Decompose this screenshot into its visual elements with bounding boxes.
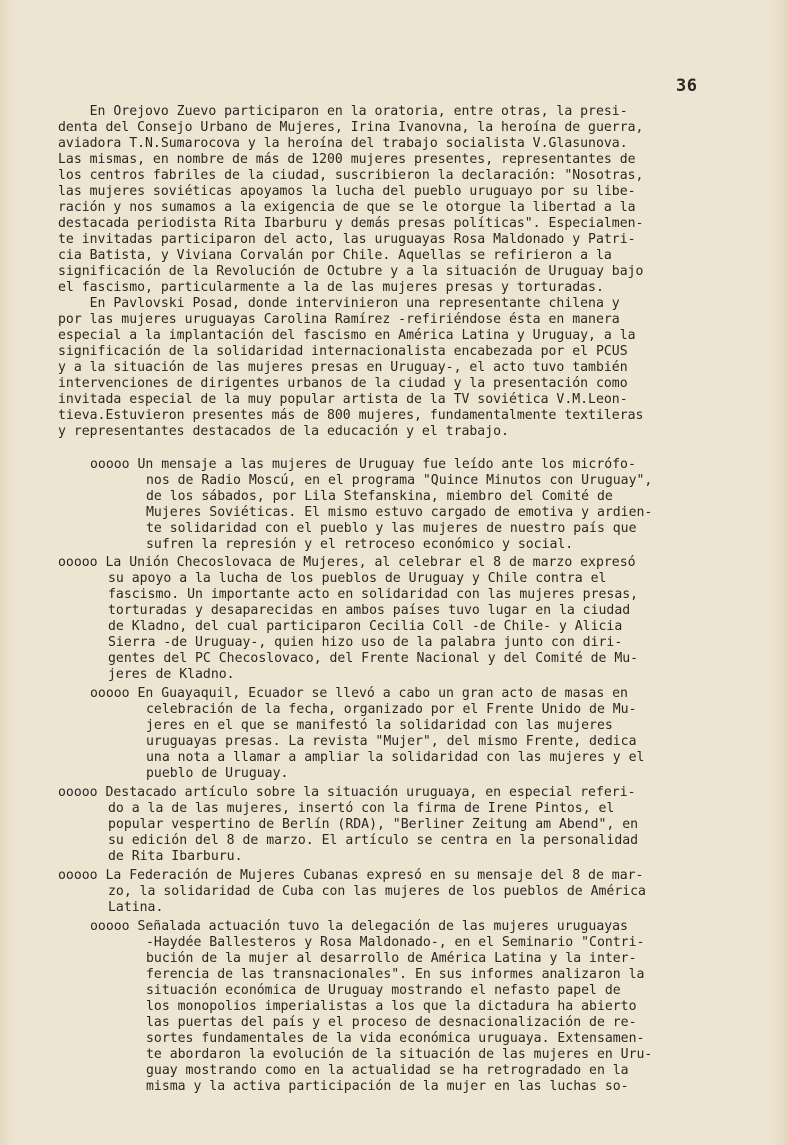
text-line: invitada especial de la muy popular artista de la TV soviética V.M.Leon- — [58, 392, 628, 407]
item-lead-line: ooooo Señalada actuación tuvo la delegación de las mujeres uruguayas — [90, 919, 628, 934]
text-line: situación económica de Uruguay mostrando el nefasto papel de — [146, 983, 621, 998]
text-line: zo, la solidaridad de Cuba con las mujeres de los pueblos de América — [108, 884, 646, 899]
item-lead-line: ooooo La Unión Checoslovaca de Mujeres, al celebrar el 8 de marzo expresó — [58, 555, 636, 570]
text-line: destacada periodista Rita Ibarburu y demás presas políticas". Especialmen- — [58, 216, 644, 231]
text-line: especial a la implantación del fascismo en América Latina y Uruguay, a la — [58, 328, 636, 343]
text-line: tieva.Estuvieron presentes más de 800 mujeres, fundamentalmente textileras — [58, 408, 644, 423]
text-line: te solidaridad con el pueblo y las mujeres de nuestro país que — [146, 521, 637, 536]
text-line: celebración de la fecha, organizado por el Frente Unido de Mu- — [146, 702, 637, 717]
text-line: las mujeres soviéticas apoyamos la lucha del pueblo uruguayo por su libe- — [58, 184, 636, 199]
text-line: de los sábados, por Lila Stefanskina, miembro del Comité de — [146, 489, 613, 504]
text-line: denta del Consejo Urbano de Mujeres, Irina Ivanovna, la heroína de guerra, — [58, 120, 644, 135]
text-line: el fascismo, particularmente a la de las mujeres presas y torturadas. — [58, 280, 604, 295]
text-line: Las mismas, en nombre de más de 1200 mujeres presentes, representantes de — [58, 152, 636, 167]
item-lead-line: ooooo La Federación de Mujeres Cubanas expresó en su mensaje del 8 de mar- — [58, 868, 644, 883]
text-line: una nota a llamar a ampliar la solidaridad con las mujeres y el — [146, 750, 645, 765]
text-line: de Kladno, del cual participaron Cecilia Coll -de Chile- y Alicia — [108, 619, 623, 634]
text-line: aviadora T.N.Sumarocova y la heroína del trabajo socialista V.Glasunova. — [58, 136, 628, 151]
text-line: cia Batista, y Viviana Corvalán por Chile. Aquellas se refirieron a la — [58, 248, 612, 263]
text-line: nos de Radio Moscú, en el programa "Quince Minutos con Uruguay", — [146, 473, 653, 488]
text-line: Sierra -de Uruguay-, quien hizo uso de la palabra junto con diri- — [108, 635, 623, 650]
item-lead-line: ooooo Destacado artículo sobre la situación uruguaya, en especial referi- — [58, 785, 636, 800]
text-line: de Rita Ibarburu. — [108, 849, 243, 864]
text-line: por las mujeres uruguayas Carolina Ramírez -refiriéndose ésta en manera — [58, 312, 620, 327]
text-line: gentes del PC Checoslovaco, del Frente Nacional y del Comité de Mu- — [108, 651, 639, 666]
text-line: te invitadas participaron del acto, las uruguayas Rosa Maldonado y Patri- — [58, 232, 636, 247]
text-line: los monopolios imperialistas a los que la dictadura ha abierto — [146, 999, 637, 1014]
text-line: sufren la represión y el retroceso económico y social. — [146, 537, 574, 552]
text-line: pueblo de Uruguay. — [146, 766, 289, 781]
page-number: 36 — [676, 76, 698, 96]
text-line: En Pavlovski Posad, donde intervinieron una representante chilena y — [58, 296, 620, 311]
text-line: uruguayas presas. La revista "Mujer", del mismo Frente, dedica — [146, 734, 637, 749]
item-lead-line: ooooo Un mensaje a las mujeres de Uruguay fue leído ante los micrófo- — [90, 457, 636, 472]
text-line: jeres de Kladno. — [108, 667, 235, 682]
text-line: intervenciones de dirigentes urbanos de la ciudad y la presentación como — [58, 376, 628, 391]
text-line: su apoyo a la lucha de los pueblos de Uruguay y Chile contra el — [108, 571, 607, 586]
text-line: las puertas del país y el proceso de desnacionalización de re- — [146, 1015, 637, 1030]
text-line: do a la de las mujeres, insertó con la firma de Irene Pintos, el — [108, 801, 615, 816]
text-line: significación de la Revolución de Octubre y a la situación de Uruguay bajo — [58, 264, 644, 279]
text-line: ración y nos sumamos a la exigencia de que se le otorgue la libertad a la — [58, 200, 636, 215]
text-line: En Orejovo Zuevo participaron en la oratoria, entre otras, la presi- — [58, 104, 628, 119]
text-line: torturadas y desaparecidas en ambos países tuvo lugar en la ciudad — [108, 603, 631, 618]
text-line: significación de la solidaridad internacionalista encabezada por el PCUS — [58, 344, 628, 359]
text-line: ferencia de las transnacionales". En sus informes analizaron la — [146, 967, 645, 982]
text-line: y representantes destacados de la educación y el trabajo. — [58, 424, 509, 439]
text-line: guay mostrando como en la actualidad se ha retrogradado en la — [146, 1063, 629, 1078]
text-line: sortes fundamentales de la vida económica uruguaya. Extensamen- — [146, 1031, 645, 1046]
text-line: los centros fabriles de la ciudad, suscribieron la declaración: "Nosotras, — [58, 168, 644, 183]
text-line: y a la situación de las mujeres presas en Uruguay-, el acto tuvo también — [58, 360, 628, 375]
text-line: -Haydée Ballesteros y Rosa Maldonado-, en el Seminario "Contri- — [146, 935, 645, 950]
item-lead-line: ooooo En Guayaquil, Ecuador se llevó a cabo un gran acto de masas en — [90, 686, 628, 701]
text-line: misma y la activa participación de la mujer en las luchas so- — [146, 1079, 629, 1094]
text-line: Mujeres Soviéticas. El mismo estuvo cargado de emotiva y ardien- — [146, 505, 653, 520]
text-line: jeres en el que se manifestó la solidaridad con las mujeres — [146, 718, 613, 733]
text-line: su edición del 8 de marzo. El artículo se centra en la personalidad — [108, 833, 639, 848]
text-line: te abordaron la evolución de la situación de las mujeres en Uru- — [146, 1047, 653, 1062]
text-line: popular vespertino de Berlín (RDA), "Berliner Zeitung am Abend", en — [108, 817, 639, 832]
text-line: Latina. — [108, 900, 164, 915]
text-line: bución de la mujer al desarrollo de América Latina y la inter- — [146, 951, 637, 966]
text-line: fascismo. Un importante acto en solidaridad con las mujeres presas, — [108, 587, 639, 602]
